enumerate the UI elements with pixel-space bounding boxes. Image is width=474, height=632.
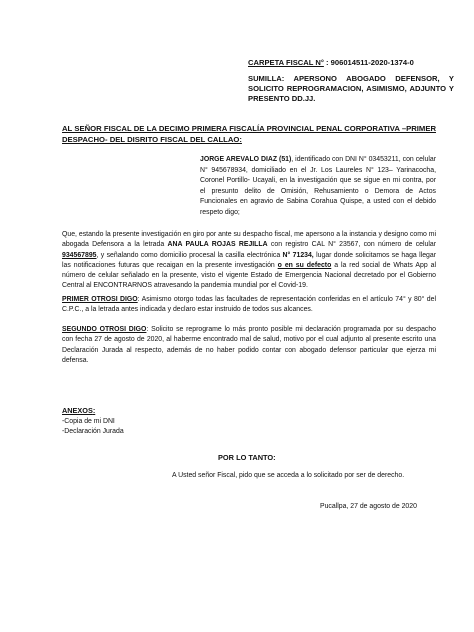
carpeta-fiscal [248,58,414,68]
p1-text-c: , y señalando como domicilio procesal la casilla electrónica [96,251,283,259]
intro-paragraph [200,155,436,219]
body-paragraph-1 [62,230,436,292]
sumilla: SUMILLA: APERSONO ABOGADO DEFENSOR, Y SOLICITO REPROGRAMACION, ASIMISMO, ADJUNTO Y PRESENTO DD.JJ. [248,74,454,104]
list-item: -Declaración Jurada [62,428,124,435]
lawyer-phone: 934567895 [62,251,97,259]
anexos-colon: : [92,406,96,415]
primer-otrosi-title: PRIMER OTROSI DIGO [62,296,138,303]
p1-text-b: con registro CAL N° 23567, con número de celular [267,241,436,249]
p1-text-d: lugar donde solicitamos se haga llegar las notificaciones futuras que recaigan en la presente investigación [62,251,436,269]
anexos-title [62,406,95,415]
petition-line: A Usted señor Fiscal, pido que se acceda a lo solicitado por ser de derecho. [172,472,405,479]
segundo-otrosi-title: SEGUNDO OTROSI DIGO [62,326,147,333]
carpeta-number: : 906014511-2020-1374-0 [326,58,414,67]
p3-text: : Solicito se reprograme lo más pronto posible mi declaración programada por su despacho con fecha 27 de agosto de 2020, al haberme encontrado mal de salud, motivo por el cual adjunto al presente escrito una Declaración Jurada al respecto, además de no haber podido contar con abogado defensor particular que ejerza mi defensa. [62,326,437,364]
p1-text-e: a la red social de Whats App al número de celular señalado en la presente, visto el vigente Estado de Emergencia Nacional decretado por el Gobierno Central al ENCONTRARNOS atravesando la pandemia mundial por el Covid-19. [62,261,436,290]
body-paragraph-3 [62,325,436,366]
casilla-number: N° 71234, [282,251,314,259]
p1-text-a: Que, estando la presente investigación en giro por ante su despacho fiscal, me apersono a la instancia y designo como mi abogada Defensora a la letrada [62,231,436,249]
en-su-defecto: o en su defecto [277,261,332,269]
anexos-title-text: ANEXOS [62,406,93,415]
carpeta-label: CARPETA FISCAL N° [248,58,324,67]
place-date: Pucallpa, 27 de agosto de 2020 [320,503,417,510]
body-paragraph-2 [62,295,436,316]
p2-text: : Asimismo otorgo todas las facultades de representación conferidas en el artículo 74° y 80° del C.P.C., a la letrada antes indicada y declaro estar instruido de todos sus alcances. [62,296,436,314]
addressee-heading: AL SEÑOR FISCAL DE LA DECIMO PRIMERA FISCALÍA PROVINCIAL PENAL CORPORATIVA –PRIMER DESPACHO- DEL DISRITO FISCAL DEL CALLAO: [62,124,436,144]
petitioner-name: JORGE AREVALO DIAZ (51) [200,156,292,163]
anexos-list [62,417,124,437]
por-lo-tanto: POR LO TANTO: [218,453,276,462]
intro-text: , identificado con DNI N° 03453211, con celular N° 945678934, domiciliado en el Jr. Los Laureles N° 123– Yarinacocha, Coronel Portillo- Ucayali, en la investigación que se sigue en mi contra, por el presunto delito de Omisión, Rehusamiento o Demora de Actos Funcionales en agravio de Sabina Corahua Quispe, a usted con el debido respeto digo; [200,156,436,216]
lawyer-name: ANA PAULA ROJAS REJILLA [167,241,268,249]
list-item: -Copia de mi DNI [62,418,115,425]
